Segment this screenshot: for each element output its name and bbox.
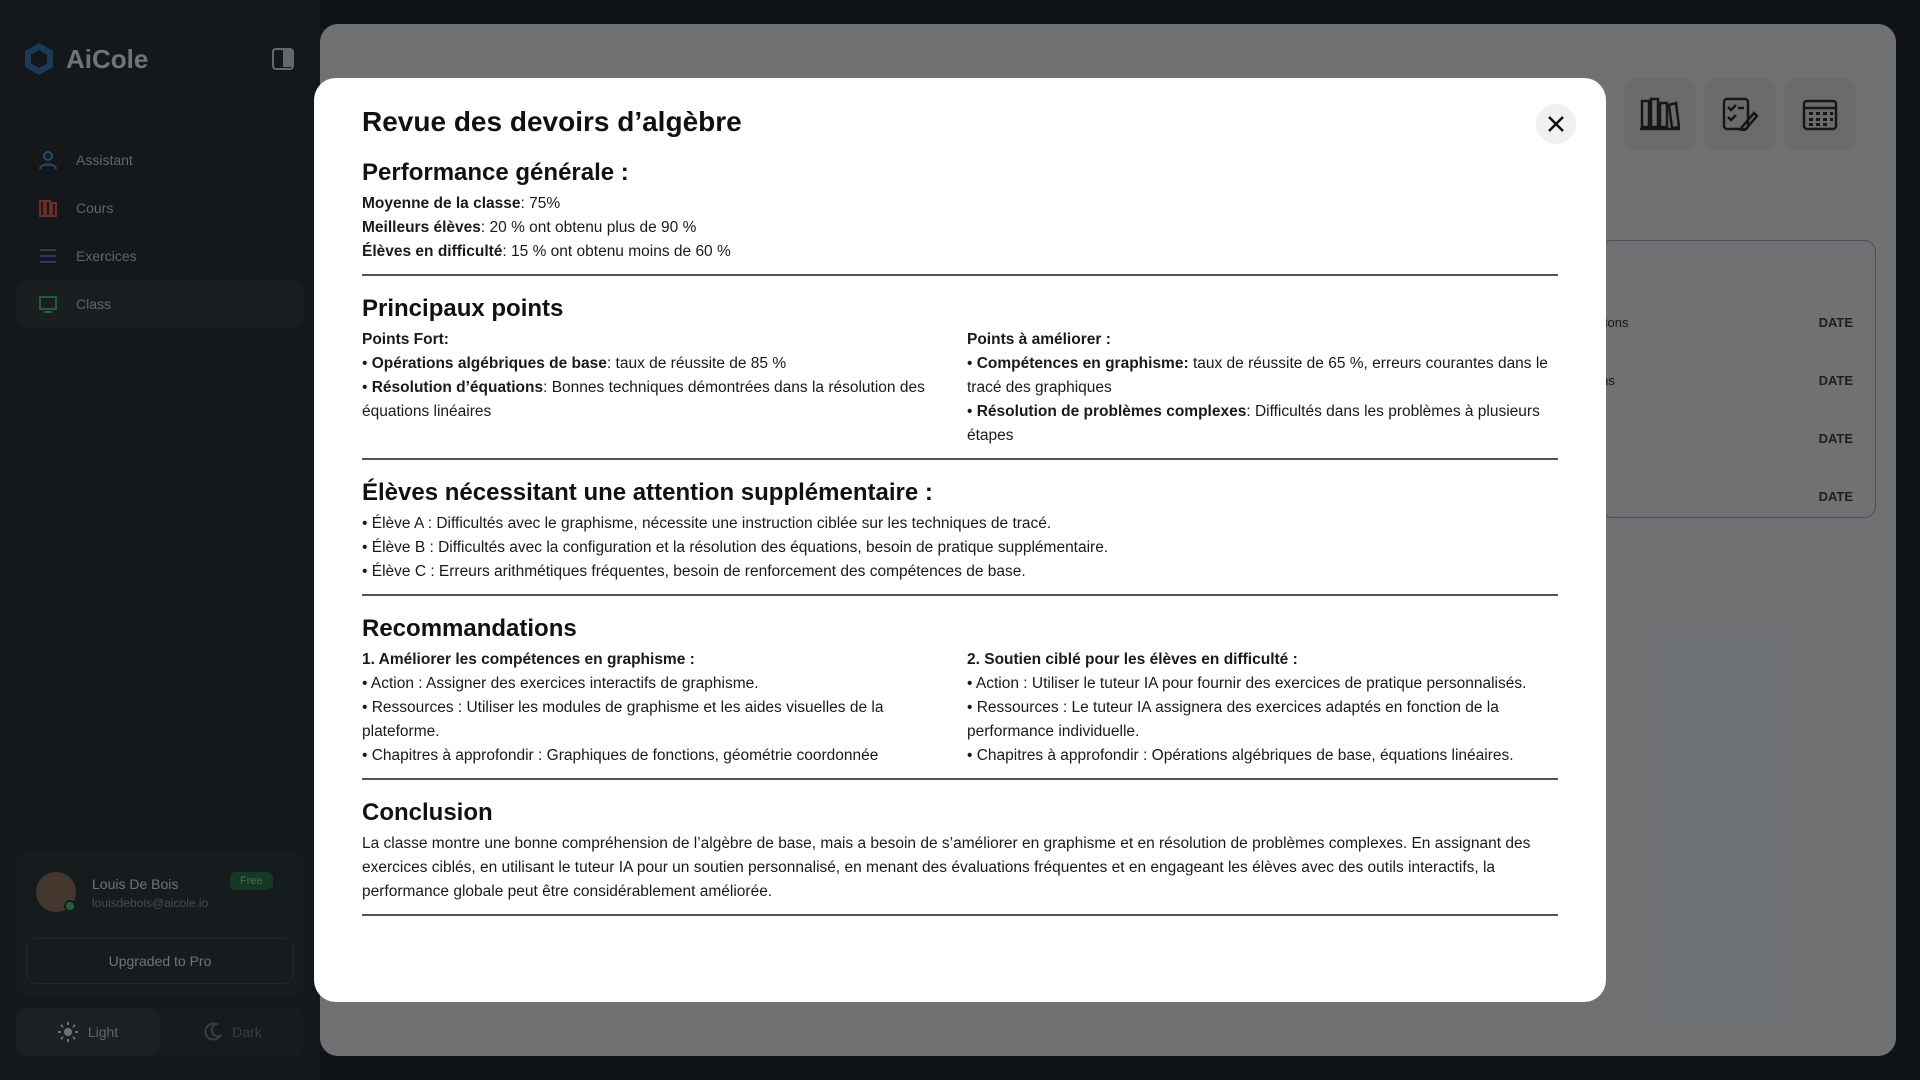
list-item: • Ressources : Le tuteur IA assignera des exercices adaptés en fonction de la performance individuelle. bbox=[967, 699, 1499, 740]
performance-line bbox=[362, 192, 1558, 216]
list-item: • Résolution de problèmes complexes: Difficultés dans les problèmes à plusieurs étapes bbox=[967, 403, 1540, 444]
list-item: • Élève B : Difficultés avec la configuration et la résolution des équations, besoin de pratique supplémentaire. bbox=[362, 539, 1109, 556]
item-text: Élève A : Difficultés avec le graphisme, nécessite une instruction ciblée sur les techniques de tracé. bbox=[371, 515, 1052, 532]
performance-value: : 75% bbox=[520, 195, 561, 212]
divider bbox=[362, 594, 1558, 596]
recommendation-graphing bbox=[362, 648, 953, 768]
list-item: • Action : Assigner des exercices interactifs de graphisme. bbox=[362, 675, 759, 692]
modal-title: Revue des devoirs d’algèbre bbox=[362, 106, 742, 137]
item-label: Compétences en graphisme: bbox=[976, 355, 1189, 372]
list-item: • Chapitres à approfondir : Graphiques de fonctions, géométrie coordonnée bbox=[362, 747, 879, 764]
item-text: Chapitres à approfondir : Graphiques de fonctions, géométrie coordonnée bbox=[371, 747, 879, 764]
section-title-attention: Élèves nécessitant une attention supplémentaire : bbox=[362, 479, 933, 506]
close-button[interactable] bbox=[1536, 104, 1576, 144]
item-text: Action : Assigner des exercices interactifs de graphisme. bbox=[370, 675, 759, 692]
item-text: : Bonnes techniques démontrées dans la résolution des équations linéaires bbox=[362, 379, 925, 420]
section-title-performance: Performance générale : bbox=[362, 159, 629, 186]
list-item: • Élève C : Erreurs arithmétiques fréquentes, besoin de renforcement des compétences de base. bbox=[362, 563, 1026, 580]
points-columns bbox=[362, 328, 1558, 448]
item-text: Chapitres à approfondir : Opérations algébriques de base, équations linéaires. bbox=[976, 747, 1514, 764]
close-icon bbox=[1547, 115, 1565, 133]
list-item: • Chapitres à approfondir : Opérations algébriques de base, équations linéaires. bbox=[967, 747, 1514, 764]
item-text: Élève C : Erreurs arithmétiques fréquentes, besoin de renforcement des compétences de base. bbox=[371, 563, 1026, 580]
strong-points-heading: Points Fort: bbox=[362, 331, 449, 348]
item-text: : taux de réussite de 85 % bbox=[606, 355, 787, 372]
performance-value: : 15 % ont obtenu moins de 60 % bbox=[502, 243, 731, 260]
performance-line bbox=[362, 216, 1558, 240]
performance-label: Meilleurs élèves bbox=[362, 219, 481, 236]
divider bbox=[362, 458, 1558, 460]
performance-label: Moyenne de la classe bbox=[362, 195, 521, 212]
recommendation-support bbox=[967, 648, 1558, 768]
list-item: • Résolution d’équations: Bonnes techniques démontrées dans la résolution des équations linéaires bbox=[362, 379, 925, 420]
list-item: • Élève A : Difficultés avec le graphisme, nécessite une instruction ciblée sur les techniques de tracé. bbox=[362, 515, 1052, 532]
performance-line bbox=[362, 240, 1558, 264]
item-label: Opérations algébriques de base bbox=[371, 355, 607, 372]
item-text: Ressources : Utiliser les modules de graphisme et les aides visuelles de la plateforme. bbox=[362, 699, 884, 740]
homework-review-modal bbox=[314, 78, 1606, 1002]
conclusion-text: La classe montre une bonne compréhension de l’algèbre de base, mais a besoin de s’améliorer en graphisme et en résolution de problèmes complexes. En assignant des exercices ciblés, en utilisant le tuteur IA pour un soutien personnalisé, en menant des évaluations fréquentes et en engageant les élèves avec des outils interactifs, la performance globale peut être considérablement améliorée. bbox=[362, 835, 1531, 900]
improve-points-heading: Points à améliorer : bbox=[967, 331, 1111, 348]
recommendations-columns bbox=[362, 648, 1558, 768]
section-title-points: Principaux points bbox=[362, 295, 564, 322]
item-text: Ressources : Le tuteur IA assignera des exercices adaptés en fonction de la performance individuelle. bbox=[967, 699, 1499, 740]
item-text: Élève B : Difficultés avec la configuration et la résolution des équations, besoin de pratique supplémentaire. bbox=[371, 539, 1109, 556]
list-item: • Compétences en graphisme: taux de réussite de 65 %, erreurs courantes dans le tracé des graphiques bbox=[967, 355, 1548, 396]
item-label: Résolution de problèmes complexes bbox=[976, 403, 1247, 420]
performance-value: : 20 % ont obtenu plus de 90 % bbox=[480, 219, 697, 236]
strong-points bbox=[362, 328, 953, 448]
recommendation-heading: 1. Améliorer les compétences en graphisme : bbox=[362, 651, 695, 668]
item-text: Action : Utiliser le tuteur IA pour fournir des exercices de pratique personnalisés. bbox=[975, 675, 1527, 692]
item-text: taux de réussite de 65 %, erreurs courantes dans le tracé des graphiques bbox=[967, 355, 1548, 396]
list-item: • Ressources : Utiliser les modules de graphisme et les aides visuelles de la plateforme. bbox=[362, 699, 884, 740]
list-item: • Opérations algébriques de base: taux de réussite de 85 % bbox=[362, 355, 787, 372]
item-text: : Difficultés dans les problèmes à plusieurs étapes bbox=[967, 403, 1540, 444]
item-label: Résolution d’équations bbox=[371, 379, 544, 396]
section-title-conclusion: Conclusion bbox=[362, 799, 493, 826]
divider bbox=[362, 778, 1558, 780]
list-item: • Action : Utiliser le tuteur IA pour fournir des exercices de pratique personnalisés. bbox=[967, 675, 1527, 692]
performance-label: Élèves en difficulté bbox=[362, 243, 503, 260]
divider bbox=[362, 914, 1558, 916]
section-title-recommendations: Recommandations bbox=[362, 615, 577, 642]
divider bbox=[362, 274, 1558, 276]
improve-points bbox=[967, 328, 1558, 448]
modal-body bbox=[362, 158, 1558, 934]
recommendation-heading: 2. Soutien ciblé pour les élèves en difficulté : bbox=[967, 651, 1298, 668]
